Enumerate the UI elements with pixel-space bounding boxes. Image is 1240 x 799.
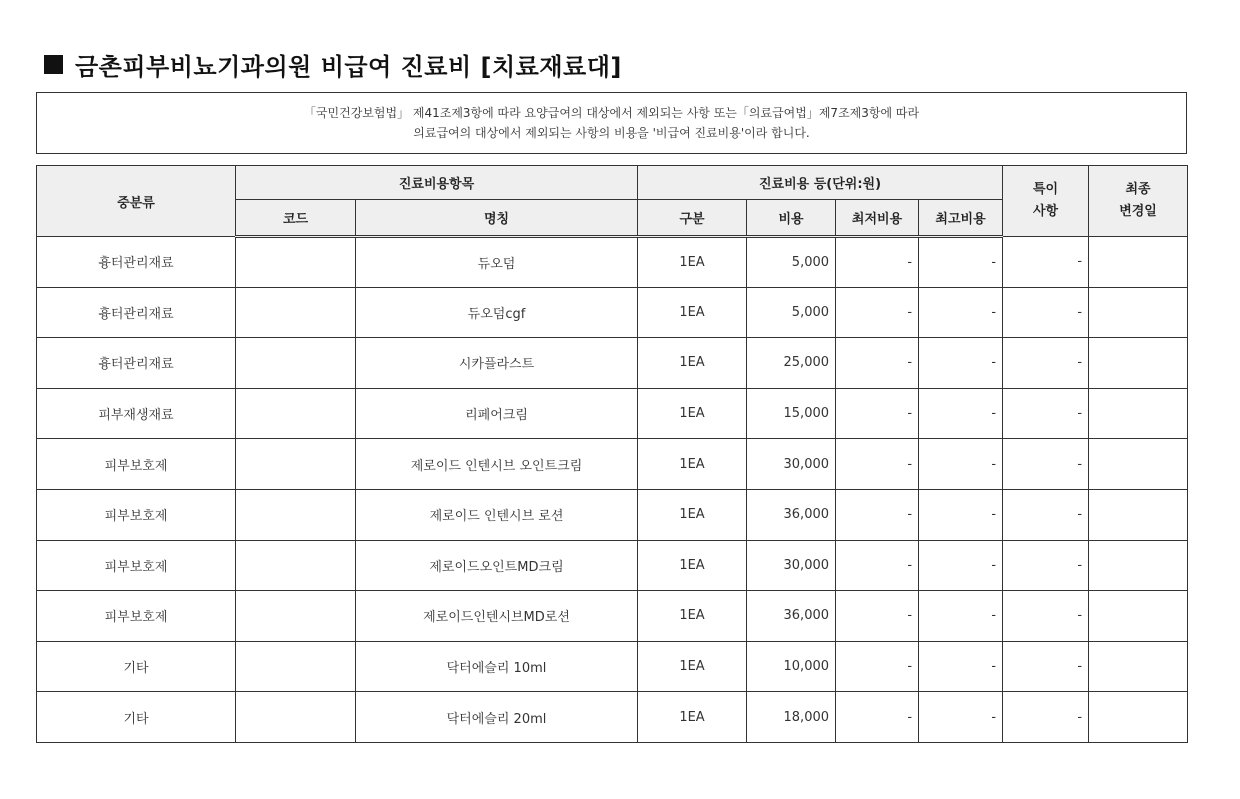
cell-code xyxy=(236,489,356,540)
cell-special: - xyxy=(1003,641,1089,692)
header-max-cost: 최고비용 xyxy=(919,200,1003,237)
table-row xyxy=(37,237,1188,288)
cell-min-cost: - xyxy=(836,338,919,389)
cell-cost: 30,000 xyxy=(747,439,836,490)
cell-cost: 15,000 xyxy=(747,388,836,439)
header-fee-group: 진료비용 등(단위:원) xyxy=(638,166,1003,200)
cell-name: 시카플라스트 xyxy=(356,338,638,389)
table-row xyxy=(37,338,1188,389)
cell-min-cost: - xyxy=(836,489,919,540)
cell-special: - xyxy=(1003,439,1089,490)
notice-line-1: 「국민건강보험법」 제41조제3항에 따라 요양급여의 대상에서 제외되는 사항 또는「의료급여법」제7조제3항에 따라 xyxy=(303,106,920,120)
table-row xyxy=(37,287,1188,338)
cell-special: - xyxy=(1003,237,1089,288)
cell-unit: 1EA xyxy=(638,489,747,540)
notice-box xyxy=(36,92,1187,154)
cell-cost: 30,000 xyxy=(747,540,836,591)
cell-code xyxy=(236,591,356,642)
page-title xyxy=(44,44,622,84)
header-code: 코드 xyxy=(236,200,356,237)
table-row xyxy=(37,692,1188,743)
cell-code xyxy=(236,692,356,743)
cell-min-cost: - xyxy=(836,388,919,439)
cell-max-cost: - xyxy=(919,237,1003,288)
page-title-text: 금촌피부비뇨기과의원 비급여 진료비 [치료재료대] xyxy=(75,52,622,81)
header-unit: 구분 xyxy=(638,200,747,237)
cell-cost: 18,000 xyxy=(747,692,836,743)
cell-cost: 5,000 xyxy=(747,287,836,338)
header-item-group: 진료비용항목 xyxy=(236,166,638,200)
cell-min-cost: - xyxy=(836,439,919,490)
cell-category: 피부보호제 xyxy=(37,591,236,642)
table-row xyxy=(37,489,1188,540)
cell-max-cost: - xyxy=(919,692,1003,743)
fee-table xyxy=(36,165,1188,743)
cell-category: 흉터관리재료 xyxy=(37,287,236,338)
table-body xyxy=(37,237,1188,743)
cell-max-cost: - xyxy=(919,287,1003,338)
cell-cost: 36,000 xyxy=(747,489,836,540)
table-row xyxy=(37,439,1188,490)
cell-last-changed xyxy=(1089,338,1188,389)
cell-cost: 36,000 xyxy=(747,591,836,642)
cell-max-cost: - xyxy=(919,489,1003,540)
cell-min-cost: - xyxy=(836,287,919,338)
header-name: 명칭 xyxy=(356,200,638,237)
cell-min-cost: - xyxy=(836,237,919,288)
cell-unit: 1EA xyxy=(638,237,747,288)
cell-last-changed xyxy=(1089,489,1188,540)
cell-min-cost: - xyxy=(836,692,919,743)
cell-name: 제로이드인텐시브MD로션 xyxy=(356,591,638,642)
cell-special: - xyxy=(1003,388,1089,439)
cell-last-changed xyxy=(1089,237,1188,288)
cell-min-cost: - xyxy=(836,641,919,692)
cell-special: - xyxy=(1003,489,1089,540)
cell-min-cost: - xyxy=(836,591,919,642)
cell-last-changed xyxy=(1089,388,1188,439)
cell-category: 흉터관리재료 xyxy=(37,237,236,288)
cell-name: 제로이드오인트MD크림 xyxy=(356,540,638,591)
cell-last-changed xyxy=(1089,287,1188,338)
cell-category: 피부보호제 xyxy=(37,540,236,591)
cell-name: 제로이드 인텐시브 로션 xyxy=(356,489,638,540)
cell-code xyxy=(236,287,356,338)
cell-unit: 1EA xyxy=(638,591,747,642)
cell-last-changed xyxy=(1089,591,1188,642)
cell-category: 피부보호제 xyxy=(37,439,236,490)
table-header xyxy=(37,166,1188,237)
cell-name: 듀오덤cgf xyxy=(356,287,638,338)
cell-code xyxy=(236,540,356,591)
cell-special: - xyxy=(1003,692,1089,743)
cell-code xyxy=(236,641,356,692)
square-bullet-icon xyxy=(44,55,63,74)
cell-unit: 1EA xyxy=(638,540,747,591)
cell-max-cost: - xyxy=(919,338,1003,389)
cell-min-cost: - xyxy=(836,540,919,591)
cell-unit: 1EA xyxy=(638,439,747,490)
header-last-changed: 최종 변경일 xyxy=(1089,166,1188,237)
cell-category: 피부재생재료 xyxy=(37,388,236,439)
header-cost: 비용 xyxy=(747,200,836,237)
cell-category: 기타 xyxy=(37,641,236,692)
cell-code xyxy=(236,338,356,389)
cell-unit: 1EA xyxy=(638,287,747,338)
cell-cost: 5,000 xyxy=(747,237,836,288)
cell-unit: 1EA xyxy=(638,388,747,439)
cell-special: - xyxy=(1003,540,1089,591)
cell-special: - xyxy=(1003,591,1089,642)
cell-name: 리페어크림 xyxy=(356,388,638,439)
cell-code xyxy=(236,388,356,439)
header-special: 특이 사항 xyxy=(1003,166,1089,237)
table-row xyxy=(37,641,1188,692)
cell-unit: 1EA xyxy=(638,692,747,743)
cell-max-cost: - xyxy=(919,388,1003,439)
cell-unit: 1EA xyxy=(638,641,747,692)
cell-name: 듀오덤 xyxy=(356,237,638,288)
cell-last-changed xyxy=(1089,692,1188,743)
cell-cost: 10,000 xyxy=(747,641,836,692)
cell-max-cost: - xyxy=(919,641,1003,692)
cell-code xyxy=(236,439,356,490)
cell-last-changed xyxy=(1089,439,1188,490)
cell-special: - xyxy=(1003,287,1089,338)
cell-category: 피부보호제 xyxy=(37,489,236,540)
table-row xyxy=(37,591,1188,642)
header-category: 중분류 xyxy=(37,166,236,237)
cell-name: 닥터에슬리 20ml xyxy=(356,692,638,743)
cell-last-changed xyxy=(1089,641,1188,692)
cell-category: 흉터관리재료 xyxy=(37,338,236,389)
table-row xyxy=(37,388,1188,439)
notice-line-2: 의료급여의 대상에서 제외되는 사항의 비용을 '비급여 진료비용'이라 합니다. xyxy=(413,126,810,140)
cell-code xyxy=(236,237,356,288)
cell-last-changed xyxy=(1089,540,1188,591)
cell-category: 기타 xyxy=(37,692,236,743)
header-min-cost: 최저비용 xyxy=(836,200,919,237)
cell-name: 제로이드 인텐시브 오인트크림 xyxy=(356,439,638,490)
table-row xyxy=(37,540,1188,591)
cell-name: 닥터에슬리 10ml xyxy=(356,641,638,692)
cell-max-cost: - xyxy=(919,591,1003,642)
cell-max-cost: - xyxy=(919,439,1003,490)
cell-cost: 25,000 xyxy=(747,338,836,389)
cell-unit: 1EA xyxy=(638,338,747,389)
cell-special: - xyxy=(1003,338,1089,389)
cell-max-cost: - xyxy=(919,540,1003,591)
